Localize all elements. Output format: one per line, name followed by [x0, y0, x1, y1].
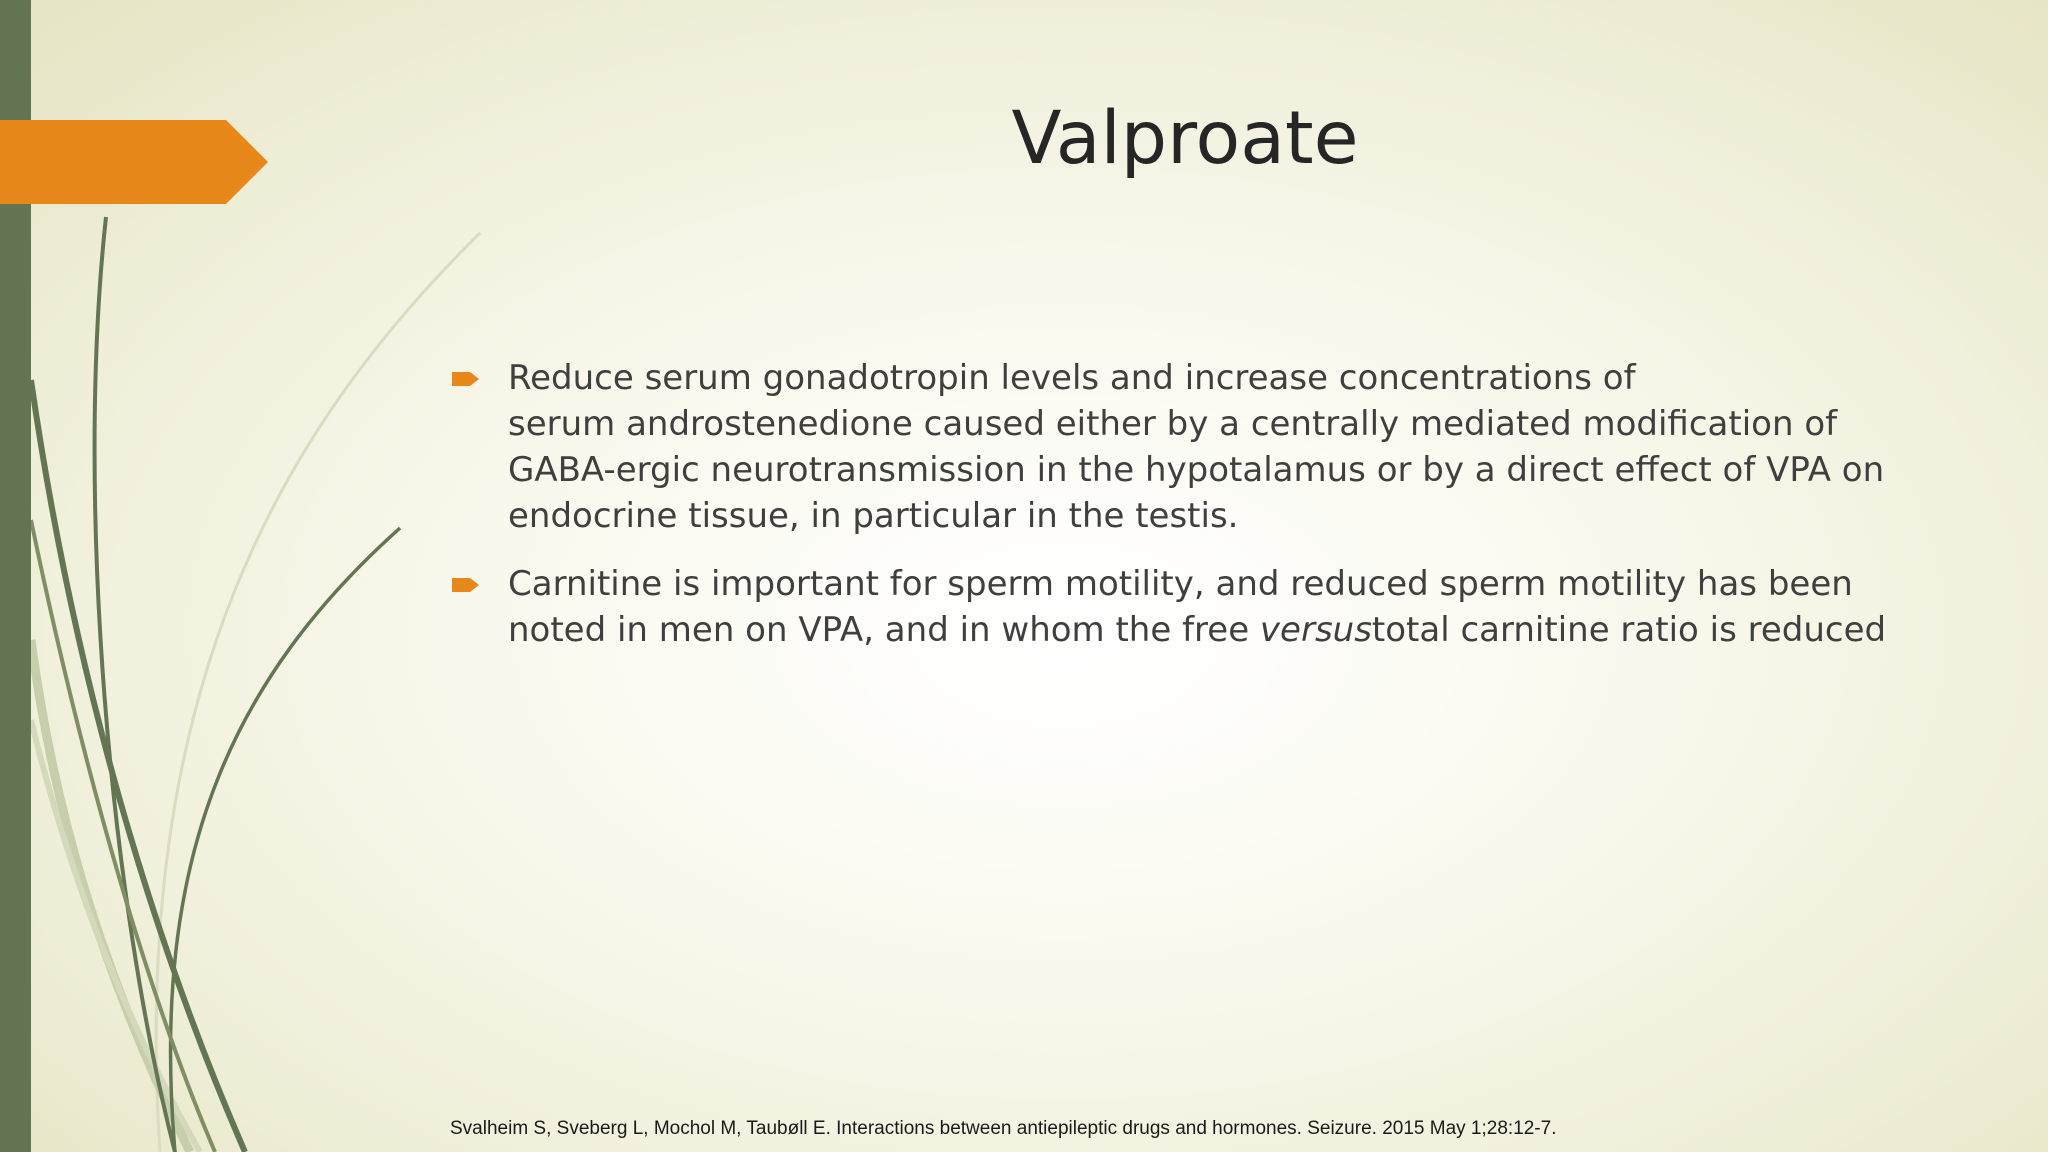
bullet-1-line-3: GABA-ergic neurotransmission in the hypotalamus or by a direct effect of VPA on	[508, 450, 1885, 490]
arrow-right-icon	[452, 576, 480, 594]
citation-footer: Svalheim S, Sveberg L, Mochol M, Taubøll E. Interactions between antiepileptic drugs and hormones. Seizure. 2015 May 1;28:12-7.	[450, 1118, 1557, 1139]
arrow-right-icon	[452, 370, 480, 388]
bullet-2-text-after: total carnitine ratio is reduced	[1371, 610, 1887, 650]
bullet-2-italic-versus: versus	[1259, 610, 1372, 650]
orange-tab-shape	[0, 120, 268, 204]
bullet-2-line-1: Carnitine is important for sperm motility, and reduced sperm motility has been	[508, 564, 1853, 604]
slide-title: Valproate	[1011, 96, 1359, 181]
bullet-item-gonadotropin	[450, 355, 1900, 539]
bullet-2-text-before: noted in men on VPA, and in whom the free	[508, 610, 1260, 650]
bullet-2-line-2	[508, 607, 1900, 653]
bullet-1-line-1: Reduce serum gonadotropin levels and increase concentrations of	[508, 358, 1636, 398]
bullet-1-line-4: endocrine tissue, in particular in the testis.	[508, 496, 1239, 536]
bullet-list	[450, 355, 1900, 675]
bullet-1-line-2: serum androstenedione caused either by a centrally mediated modification of	[508, 404, 1838, 444]
bullet-item-carnitine	[450, 561, 1900, 653]
